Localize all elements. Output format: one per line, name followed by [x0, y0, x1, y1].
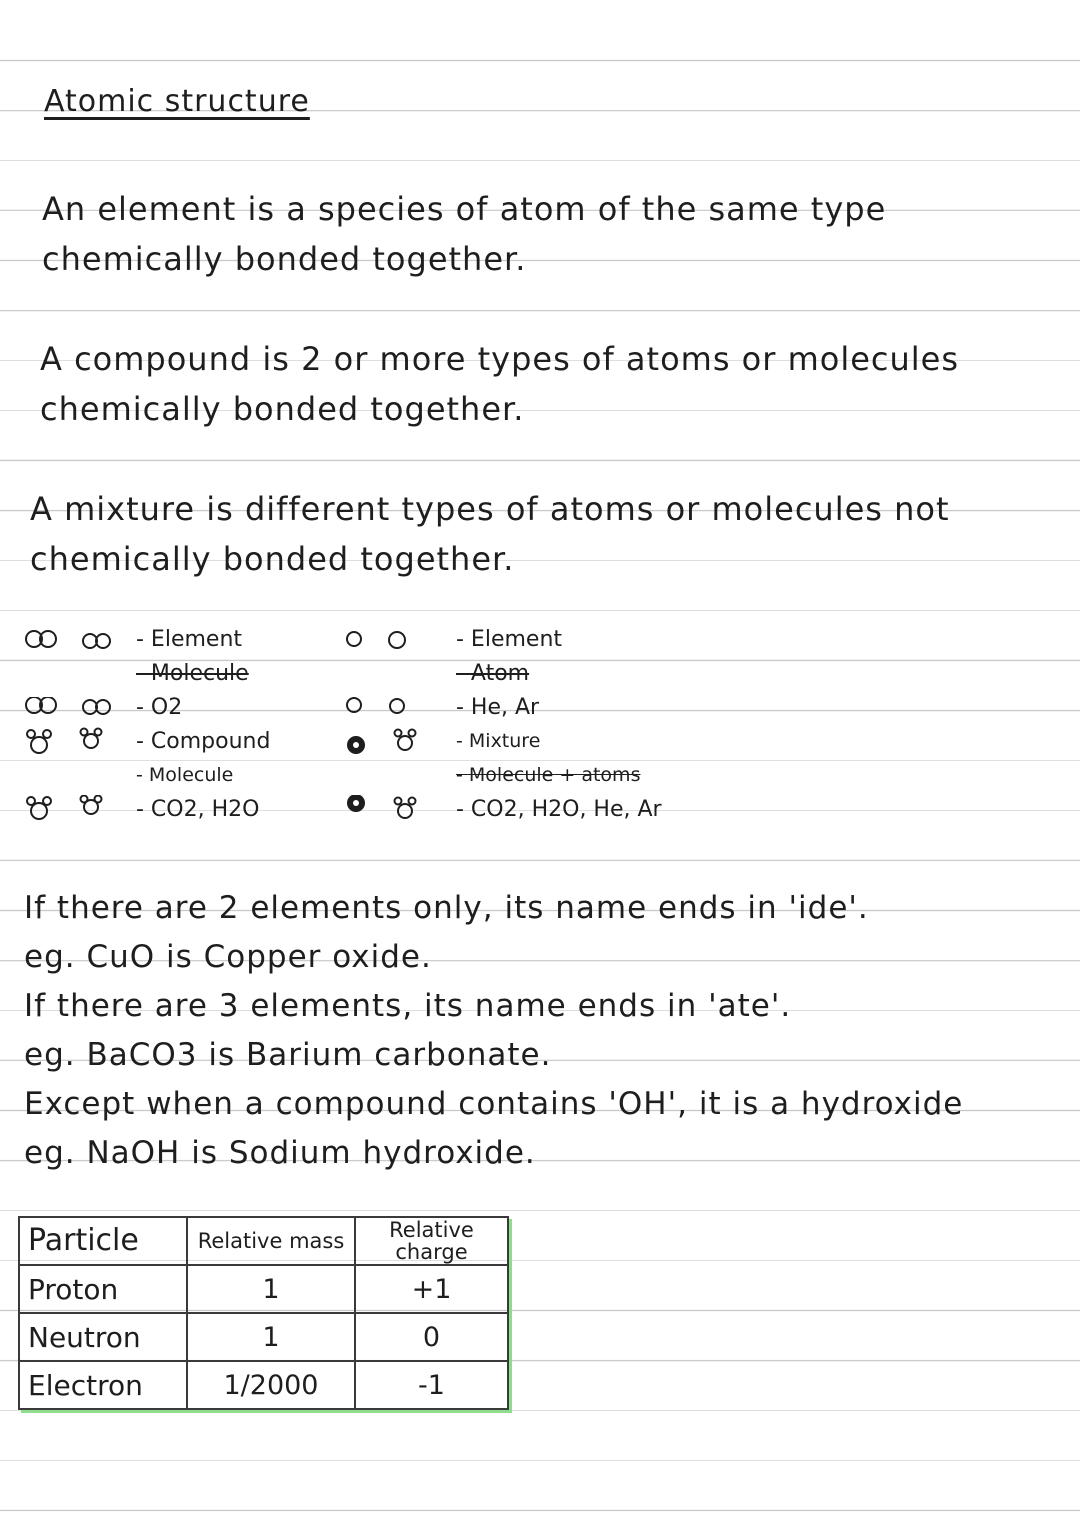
page-title: Atomic structure: [44, 84, 310, 119]
diagram-right-column: [344, 622, 662, 826]
diagram-label: - CO2, H2O, He, Ar: [456, 796, 662, 822]
compound-definition-line2: chemically bonded together.: [40, 390, 525, 428]
element-definition-line2: chemically bonded together.: [42, 240, 527, 278]
compound-definition: [40, 334, 959, 434]
table-row: [19, 1313, 508, 1361]
diagram-label: - Molecule: [136, 660, 249, 686]
table-cell: -1: [355, 1361, 508, 1409]
naming-rules: [24, 884, 963, 1178]
element-definition: [42, 184, 886, 284]
single-atom-icon: [344, 628, 456, 650]
naming-rule-line: eg. CuO is Copper oxide.: [24, 939, 432, 975]
triatomic-molecule-icon: [24, 727, 136, 755]
particle-table: [18, 1216, 509, 1410]
diagram-label: - He, Ar: [456, 694, 540, 720]
diagram-label: - CO2, H2O: [136, 796, 260, 822]
diagram-label: - Molecule: [136, 764, 234, 786]
mixture-definition-line2: chemically bonded together.: [30, 540, 515, 578]
naming-rule-line: If there are 2 elements only, its name ends in 'ide'.: [24, 890, 869, 926]
diagram-label: - Atom: [456, 660, 530, 686]
mixture-definition: [30, 484, 950, 584]
table-cell: +1: [355, 1265, 508, 1313]
table-cell: 0: [355, 1313, 508, 1361]
table-header: Relative charge: [355, 1217, 508, 1265]
table-header: Relative mass: [187, 1217, 355, 1265]
single-atom-icon: [344, 696, 456, 718]
table-header-row: [19, 1217, 508, 1265]
triatomic-molecule-icon: [24, 795, 136, 823]
naming-rule-line: eg. BaCO3 is Barium carbonate.: [24, 1037, 552, 1073]
table-cell: 1: [187, 1265, 355, 1313]
diagram-label: - Element: [136, 626, 243, 652]
element-definition-line1: An element is a species of atom of the same type: [42, 190, 887, 228]
mixture-particles-icon: [344, 795, 456, 823]
table-row: [19, 1265, 508, 1313]
diagram-label: - O2: [136, 694, 183, 720]
table-cell: 1: [187, 1313, 355, 1361]
table-cell: Electron: [19, 1361, 187, 1409]
table-cell: Neutron: [19, 1313, 187, 1361]
diagram-label: - Compound: [136, 728, 271, 754]
table-header: Particle: [19, 1217, 187, 1265]
table-cell: 1/2000: [187, 1361, 355, 1409]
compound-definition-line1: A compound is 2 or more types of atoms or molecules: [40, 340, 960, 378]
diatomic-molecule-icon: [24, 697, 136, 717]
particle-diagrams: [24, 622, 704, 832]
diagram-label: - Molecule + atoms: [456, 764, 641, 786]
naming-rule-line: Except when a compound contains 'OH', it is a hydroxide: [24, 1086, 964, 1122]
table-row: [19, 1361, 508, 1409]
mixture-definition-line1: A mixture is different types of atoms or molecules not: [30, 490, 950, 528]
mixture-particles-icon: [344, 727, 456, 755]
diagram-left-column: [24, 622, 270, 826]
naming-rule-line: eg. NaOH is Sodium hydroxide.: [24, 1135, 536, 1171]
diagram-label: - Element: [456, 626, 563, 652]
diatomic-molecule-icon: [24, 629, 136, 649]
diagram-label: - Mixture: [456, 730, 541, 752]
naming-rule-line: If there are 3 elements, its name ends in 'ate'.: [24, 988, 792, 1024]
table-cell: Proton: [19, 1265, 187, 1313]
